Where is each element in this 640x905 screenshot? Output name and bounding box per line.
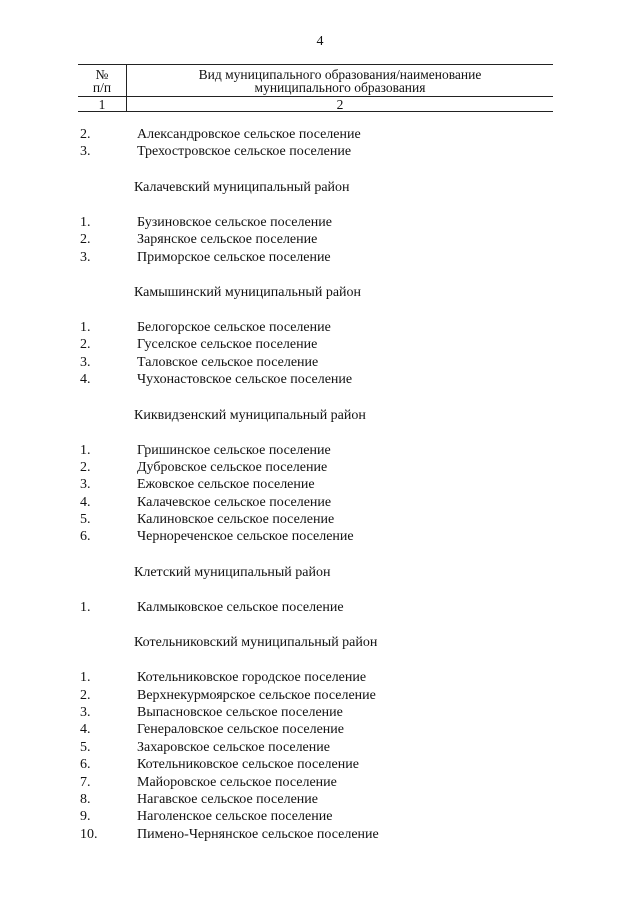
- item-number: 10.: [80, 826, 98, 842]
- page-number: 4: [316, 34, 324, 49]
- district-title: [0, 179, 640, 196]
- item-name: Гуселское сельское поселение: [137, 337, 318, 353]
- list-item: [0, 442, 640, 459]
- item-number: 4.: [80, 372, 91, 388]
- header-index-2: 2: [336, 97, 344, 112]
- district-sections: [0, 179, 640, 843]
- item-number: 2.: [80, 127, 91, 142]
- item-name: Трехостровское сельское поселение: [137, 144, 352, 160]
- item-number: 1.: [80, 442, 91, 458]
- header-col-number: [78, 65, 127, 97]
- item-name: Калачевское сельское поселение: [137, 494, 332, 510]
- item-number: 1.: [80, 599, 91, 615]
- list-item: [0, 528, 640, 545]
- district-title-text: Киквидзенский муниципальный район: [134, 407, 366, 423]
- item-name: Котельниковское сельское поселение: [137, 757, 359, 773]
- list-item: [0, 739, 640, 756]
- list-item: [0, 721, 640, 738]
- list-item: [0, 336, 640, 353]
- item-number: 2.: [80, 687, 91, 703]
- item-number: 3.: [80, 144, 91, 160]
- list-item: [0, 459, 640, 476]
- item-name: Генераловское сельское поселение: [137, 722, 344, 738]
- list-item: [0, 826, 640, 843]
- item-name: Белогорское сельское поселение: [137, 319, 331, 335]
- district-section: [0, 564, 640, 616]
- list-item: [0, 249, 640, 266]
- district-title: [0, 564, 640, 581]
- item-name: Александровское сельское поселение: [137, 127, 361, 142]
- district-section: [0, 634, 640, 843]
- list-item: [0, 511, 640, 528]
- item-number: 6.: [80, 757, 91, 773]
- item-name: Чухонастовское сельское поселение: [137, 372, 353, 388]
- item-name: Бузиновское сельское поселение: [137, 214, 332, 230]
- item-number: 3.: [80, 477, 91, 493]
- item-number: 1.: [80, 319, 91, 335]
- list-item: [0, 143, 640, 160]
- item-number: 1.: [80, 670, 91, 686]
- header-index-row: [78, 97, 553, 112]
- list-item: [0, 494, 640, 511]
- district-title-text: Калачевский муниципальный район: [134, 179, 350, 195]
- item-number: 2.: [80, 232, 91, 248]
- header-col-name: [127, 65, 554, 97]
- list-item: [0, 774, 640, 791]
- header-number-sign: №: [95, 67, 109, 82]
- item-name: Нагавское сельское поселение: [137, 791, 318, 807]
- item-number: 3.: [80, 249, 91, 265]
- item-number: 3.: [80, 705, 91, 721]
- item-name: Выпасновское сельское поселение: [137, 705, 343, 721]
- district-section: [0, 407, 640, 546]
- district-title: [0, 284, 640, 301]
- item-number: 2.: [80, 459, 91, 475]
- header-name-line2: муниципального образования: [254, 80, 426, 95]
- list-item: [0, 371, 640, 388]
- item-number: 4.: [80, 722, 91, 738]
- item-name: Дубровское сельское поселение: [137, 459, 328, 475]
- list-item: [0, 756, 640, 773]
- list-item: [0, 791, 640, 808]
- item-number: 8.: [80, 791, 91, 807]
- list-item: [0, 126, 640, 143]
- item-name: Чернореченское сельское поселение: [137, 529, 354, 545]
- item-name: Калмыковское сельское поселение: [137, 599, 344, 615]
- list-item: [0, 231, 640, 248]
- item-number: 5.: [80, 512, 91, 528]
- intro-list: [0, 126, 640, 161]
- district-title-text: Котельниковский муниципальный район: [134, 635, 378, 651]
- item-name: Ежовское сельское поселение: [137, 477, 315, 493]
- item-number: 7.: [80, 774, 91, 790]
- document-body: [0, 126, 640, 843]
- item-name: Зарянское сельское поселение: [137, 232, 318, 248]
- item-name: Майоровское сельское поселение: [137, 774, 337, 790]
- item-number: 5.: [80, 739, 91, 755]
- list-item: [0, 476, 640, 493]
- item-name: Верхнекурмоярское сельское поселение: [137, 687, 376, 703]
- list-item: [0, 669, 640, 686]
- list-item: [0, 687, 640, 704]
- district-title: [0, 634, 640, 651]
- item-number: 1.: [80, 214, 91, 230]
- item-name: Таловское сельское поселение: [137, 354, 319, 370]
- item-name: Наголенское сельское поселение: [137, 809, 333, 825]
- district-section: [0, 179, 640, 266]
- header-row: [78, 65, 553, 97]
- item-number: 6.: [80, 529, 91, 545]
- header-table: [78, 64, 553, 112]
- list-item: [0, 808, 640, 825]
- district-title-text: Камышинский муниципальный район: [134, 284, 362, 300]
- district-title: [0, 407, 640, 424]
- district-section: [0, 284, 640, 389]
- list-item: [0, 599, 640, 616]
- item-name: Гришинское сельское поселение: [137, 442, 331, 458]
- item-name: Котельниковское городское поселение: [137, 670, 367, 686]
- list-item: [0, 319, 640, 336]
- header-name-line1: Вид муниципального образования/наименование: [198, 67, 482, 82]
- item-number: 9.: [80, 809, 91, 825]
- item-number: 4.: [80, 494, 91, 510]
- item-number: 2.: [80, 337, 91, 353]
- item-name: Пимено-Чернянское сельское поселение: [137, 826, 379, 842]
- list-item: [0, 704, 640, 721]
- item-name: Захаровское сельское поселение: [137, 739, 330, 755]
- item-name: Калиновское сельское поселение: [137, 512, 335, 528]
- list-item: [0, 354, 640, 371]
- list-item: [0, 214, 640, 231]
- item-name: Приморское сельское поселение: [137, 249, 331, 265]
- district-title-text: Клетский муниципальный район: [134, 564, 331, 580]
- header-number-abbr: п/п: [92, 80, 112, 95]
- item-number: 3.: [80, 354, 91, 370]
- header-index-1: 1: [78, 97, 127, 112]
